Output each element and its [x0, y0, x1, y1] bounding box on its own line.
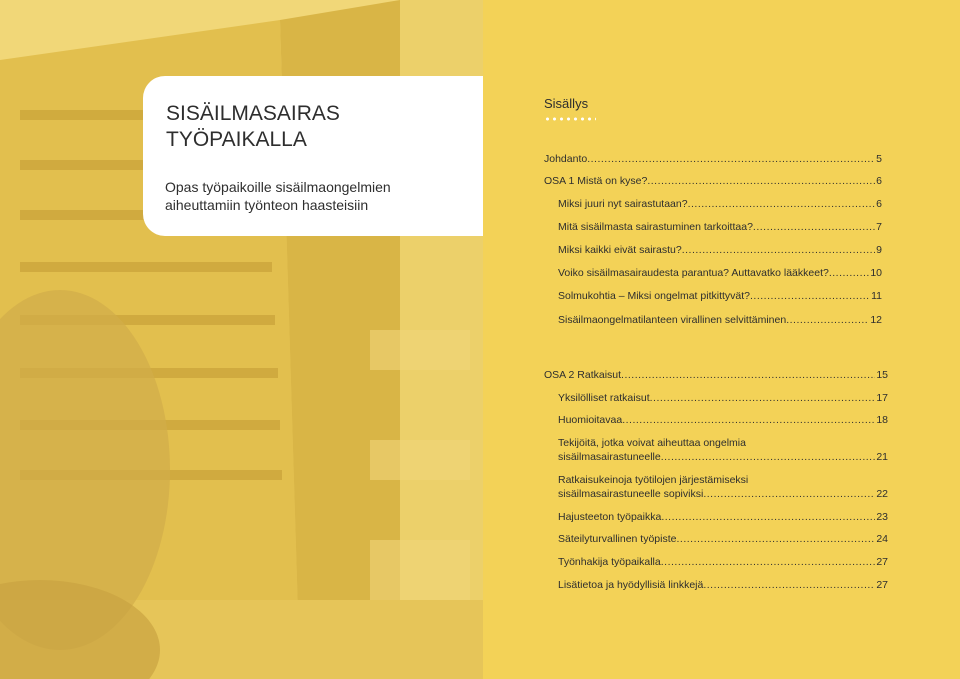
toc-entry-page: 22	[876, 488, 888, 500]
toc-entry-page: 24	[876, 533, 888, 545]
toc-entry-page: 27	[876, 556, 888, 568]
toc-entry[interactable]	[558, 532, 888, 546]
toc-entry-label: Mitä sisäilmasta sairastuminen tarkoittaa?	[558, 221, 753, 233]
toc-heading: Sisällys	[544, 96, 589, 111]
document-subtitle: Opas työpaikoille sisäilmaongelmien aiheuttamiin työnteon haasteisiin	[165, 179, 391, 213]
toc-entry-page: 27	[876, 579, 888, 591]
toc-entry-page: 21	[876, 451, 888, 463]
toc-entry[interactable]	[558, 266, 882, 280]
toc-entry-page: 15	[876, 369, 888, 381]
toc-entry-page: 23	[876, 511, 888, 523]
toc-entry[interactable]	[558, 197, 882, 211]
toc-entry[interactable]	[558, 220, 882, 234]
toc-entry[interactable]	[558, 313, 882, 327]
toc-entry[interactable]	[558, 289, 882, 303]
toc-entry-label: OSA 1 Mistä on kyse?	[544, 175, 648, 187]
toc-entry-label: sisäilmasairastuneelle	[558, 451, 661, 463]
toc-entry[interactable]	[558, 473, 888, 501]
toc-entry-page: 5	[876, 153, 882, 165]
toc-entry[interactable]	[558, 555, 888, 569]
toc-entry-page: 10	[870, 267, 882, 279]
toc-entry[interactable]	[544, 368, 888, 382]
toc-entry-label: Yksilölliset ratkaisut	[558, 392, 650, 404]
toc-entry-label: Miksi kaikki eivät sairastu?	[558, 244, 682, 256]
toc-entry-page: 9	[876, 244, 882, 256]
toc-entry-label: Sisäilmaongelmatilanteen virallinen selvittäminen	[558, 314, 787, 326]
toc-entry-label: Hajusteeton työpaikka	[558, 511, 662, 523]
toc-entry[interactable]	[558, 436, 888, 464]
toc-entry[interactable]	[558, 391, 888, 405]
document-title: SISÄILMASAIRAS TYÖPAIKALLA	[166, 102, 340, 151]
toc-entry-label: Voiko sisäilmasairaudesta parantua? Auttavatko lääkkeet?	[558, 267, 829, 279]
toc-entry[interactable]	[558, 413, 888, 427]
toc-entry-label: Huomioitavaa	[558, 414, 623, 426]
toc-entry-label: sisäilmasairastuneelle sopiviksi	[558, 488, 704, 500]
toc-entry-page: 11	[871, 290, 882, 302]
toc-entry-page: 6	[876, 198, 882, 210]
toc-entry-label: Miksi juuri nyt sairastutaan?	[558, 198, 688, 210]
toc-entry-label-line1: Ratkaisukeinoja työtilojen järjestämiseksi	[558, 474, 749, 486]
toc-entry-page: 12	[870, 314, 882, 326]
toc-entry-label: Solmukohtia – Miksi ongelmat pitkittyvät?	[558, 290, 750, 302]
toc-entry-label-line1: Tekijöitä, jotka voivat aiheuttaa ongelmia	[558, 437, 746, 449]
toc-entry-label: Työnhakija työpaikalla	[558, 556, 661, 568]
toc-entry-label: OSA 2 Ratkaisut	[544, 369, 622, 381]
toc-entry[interactable]	[558, 243, 882, 257]
toc-entry[interactable]	[544, 174, 882, 188]
toc-entry-label: Lisätietoa ja hyödyllisiä linkkejä	[558, 579, 704, 591]
toc-entry-label: Säteilyturvallinen työpiste	[558, 533, 677, 545]
toc-entry[interactable]	[558, 578, 888, 592]
toc-entry-page: 7	[876, 221, 882, 233]
toc-entry[interactable]	[544, 152, 882, 166]
toc-entry-page: 18	[876, 414, 888, 426]
toc-entry-page: 17	[876, 392, 888, 404]
toc-entry-page: 6	[876, 175, 882, 187]
toc-entry[interactable]	[558, 510, 888, 524]
toc-entry-label: Johdanto	[544, 153, 588, 165]
